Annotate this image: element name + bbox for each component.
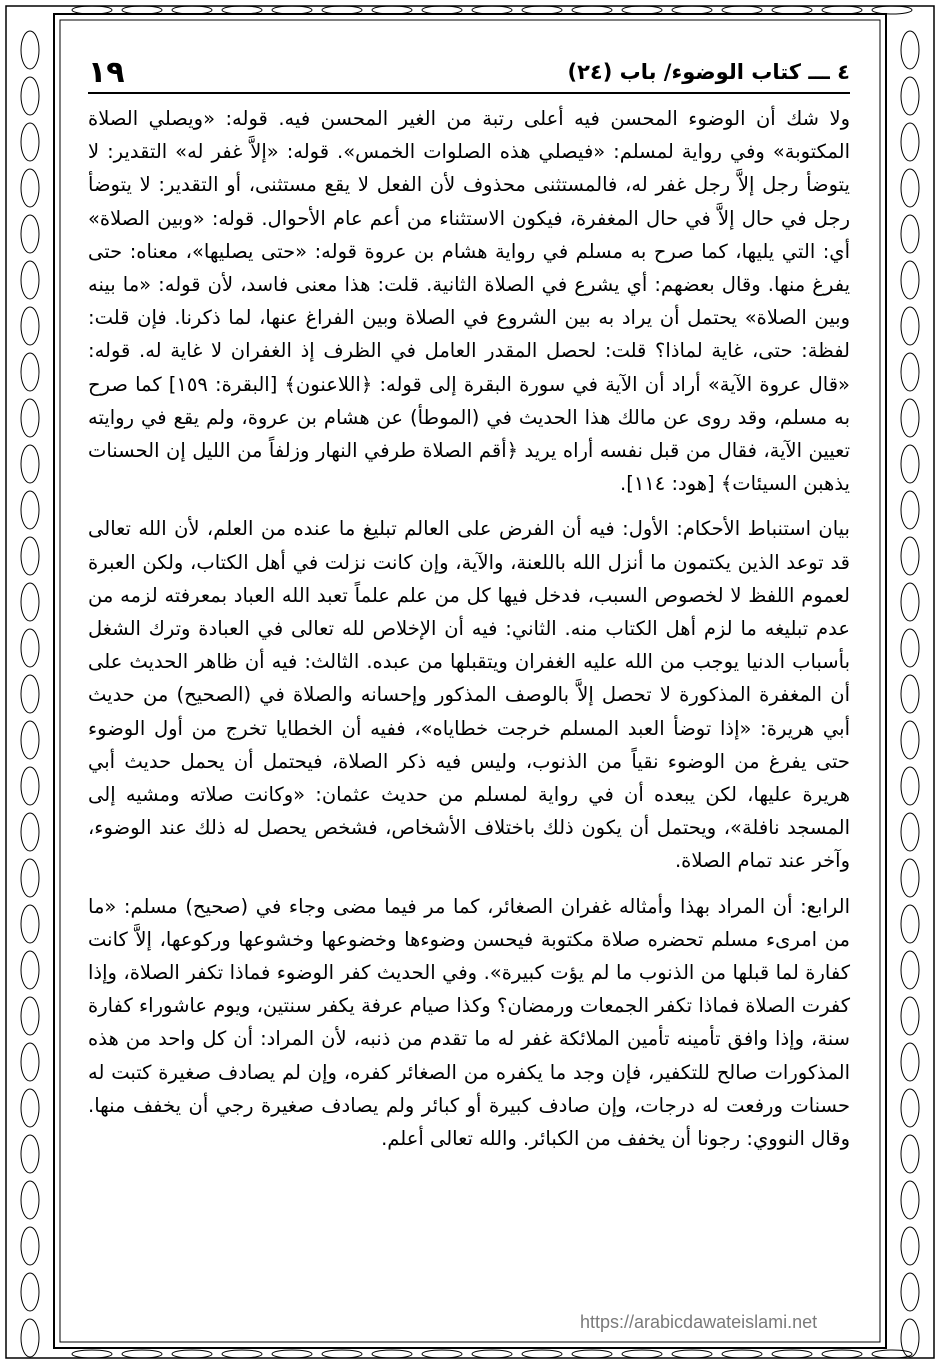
page-number: ١٩ [88, 54, 125, 90]
paragraph-fourth: الرابع: أن المراد بهذا وأمثاله غفران الصغائر، كما مر فيما مضى وجاء في (صحيح) مسلم: «ما من امرىء مسلم تحضره صلاة مكتوبة فيحسن وضوءها وخضوعها وخشوعها وركوعها، إلاَّ كانت كفارة لما قبلها من الذنوب ما لم يؤت كبيرة». وفي الحديث كفر الوضوء فماذا تكفر الصلاة، وإذا كفرت الصلاة فماذا تكفر الجمعات ورمضان؟ وكذا صيام عرفة يكفر سنتين، ويوم عاشوراء كفارة سنة، وإذا وافق تأمينه تأمين الملائكة غفر له ما تقدم من ذنبه، لأن المراد: أن كل واحد من هذه المذكورات صالح للتكفير، فإن وجد ما يكفره من الصغائر كفره، وإن لم يصادف صغيرة كتبت له حسنات ورفعت له درجات، وإن صادف كبيرة أو كبائر ولم يصادف صغيرة رجي أن يخفف منها. وقال النووي: رجونا أن يخفف من الكبائر. والله تعالى أعلم. [88, 894, 850, 1151]
watermark-url: https://arabicdawateislami.net [580, 1312, 818, 1332]
paragraph-commentary: ولا شك أن الوضوء المحسن فيه أعلى رتبة من الغير المحسن فيه. قوله: «ويصلي الصلاة المكتوبة» وفي رواية لمسلم: «فيصلي هذه الصلوات الخمس». قوله: «إلاَّ غفر له» التقدير: لا يتوضأ رجل إلاَّ رجل غفر له، فالمستثنى محذوف لأن الفعل لا يقع مستثنى، أو التقدير: لا يتوضأ رجل في حال إلاَّ في حال المغفرة، فيكون الاستثناء من أعم عام الأحوال. قوله: «وبين الصلاة» أي: التي يليها، كما صرح به مسلم في رواية هشام بن عروة قوله: «حتى يصليها»، معناه: حتى يفرغ منها. وقال بعضهم: أي يشرع في الصلاة الثانية. قلت: هذا معنى فاسد، لأن قوله: «ما بينه وبين الصلاة» يحتمل أن يراد به بين الشروع في الصلاة وبين الفراغ عنها، لما ذكرنا. فإن قلت: لفظة: حتى، غاية لماذا؟ قلت: لحصل المقدر العامل في الظرف إذ الغفران لا غاية له. قوله: «قال عروة الآية» أراد أن الآية في سورة البقرة إلى قوله: ﴿اللاعنون﴾ [البقرة: ١٥٩] كما صرح به مسلم، وقد روى عن مالك هذا الحديث في (الموطأ) عن هشام بن عروة، ولم يقع في روايته تعيين الآية، فقال من قبل نفسه أراه يريد ﴿أقم الصلاة طرفي النهار وزلفاً من الليل إن الحسنات يذهبن السيئات﴾ [هود: ١١٤]. [88, 107, 850, 496]
chapter-title: ٤ ـــ كتاب الوضوء/ باب (٢٤) [567, 60, 850, 84]
paragraph-rulings: بيان استنباط الأحكام: الأول: فيه أن الفرض على العالم تبليغ ما عنده من العلم، لأن الله تعالى قد توعد الذين يكتمون ما أنزل الله باللعنة، والآية، وإن كانت نزلت في أهل الكتاب، ولكن العبرة لعموم اللفظ لا لخصوص السبب، فدخل فيها كل من علم علماً تعبد الله العباد بمعرفته لزمه من عدم تبليغه ما لزم أهل الكتاب منه. الثاني: فيه أن الإخلاص لله تعالى في العبادة وترك الشغل بأسباب الدنيا يوجب من الله عليه الغفران ويتقبلها من عبده. الثالث: فيه أن ظاهر الحديث على أن المغفرة المذكورة لا تحصل إلاَّ بالوصف المذكور وإحسانه والصلاة في (الصحيح) من حديث أبي هريرة: «إذا توضأ العبد المسلم خرجت خطاياه»، ففيه أن الخطايا تخرج من أول الوضوء حتى يفرغ من الوضوء نقياً من الذنوب، وليس فيه ذكر الصلاة، فيحتمل أن يحمل حديث أبي هريرة عليها، لكن يبعده أن في رواية لمسلم من حديث عثمان: «وكانت صلاته ومشيه إلى المسجد نافلة»، ويحتمل أن يكون ذلك باختلاف الأشخاص، فشخص يحصل له ذلك عند الوضوء، وآخر عند تمام الصلاة. [88, 517, 850, 873]
page-body [88, 52, 850, 1332]
page-header [88, 52, 850, 94]
